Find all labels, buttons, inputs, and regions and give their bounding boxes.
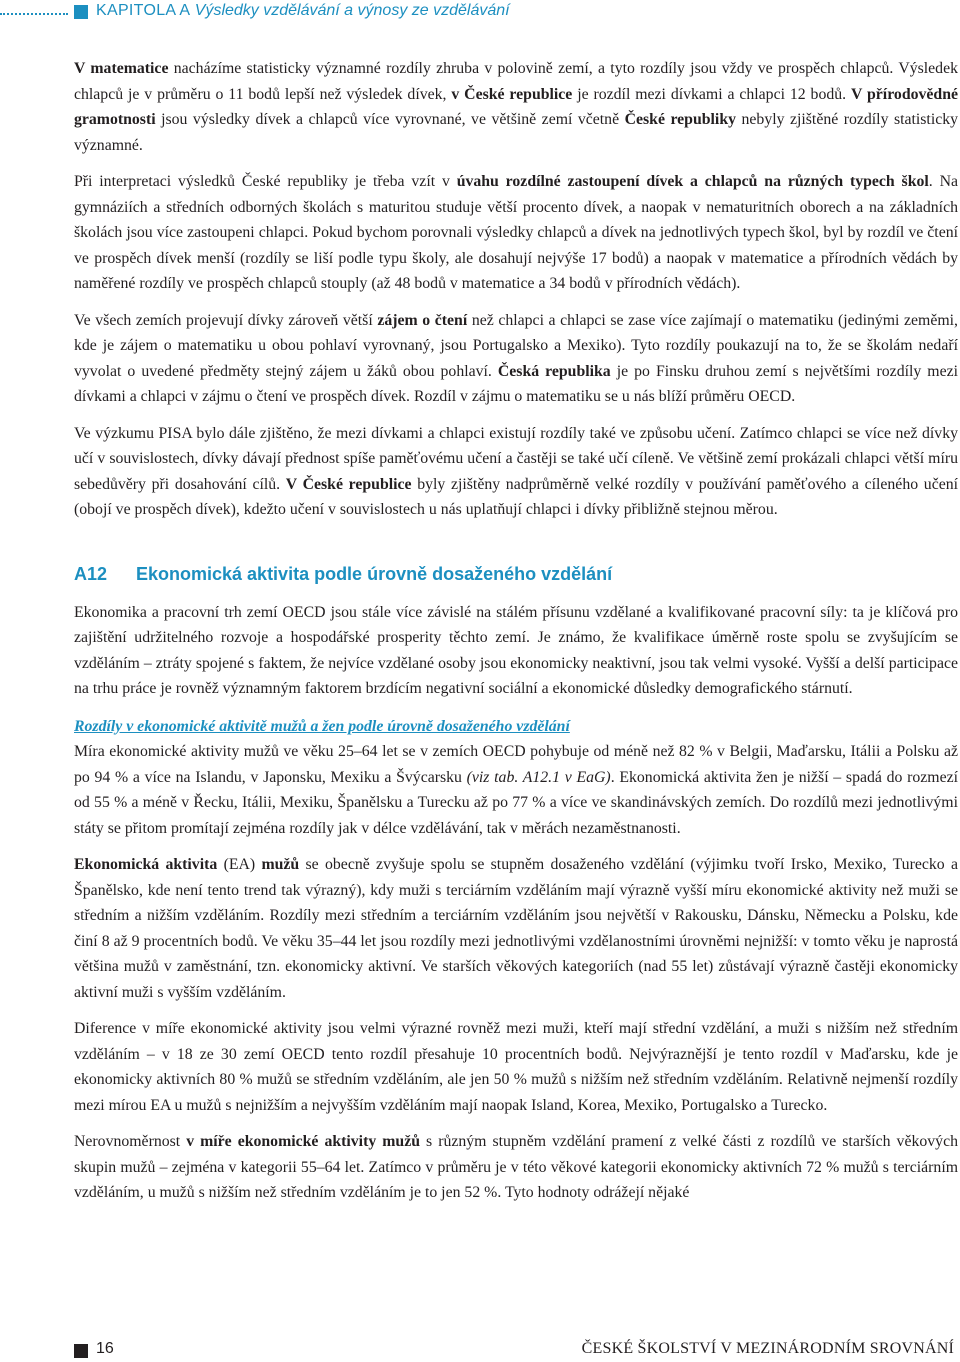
section-number: A12 <box>74 563 108 584</box>
footer-square-icon <box>74 1344 88 1358</box>
header-title <box>96 2 510 20</box>
paragraph-8: Diference v míře ekonomické aktivity jsou velmi výrazné rovněž mezi muži, kteří mají střední vzdělání, a muži s nižším než středním vzděláním – v 18 ze 30 zemí OECD tento rozdíl přesahuje 10 procentních bodů. Nejvýraznější je tento rozdíl v Maďarsku, kde je ekonomicky aktivních 80 % mužů se středním vzděláním, ale jen 50 % mužů s nižším než středním vzděláním. Relativně nejmenší rozdíly mezi mírou EA u mužů s nejnižším a nejvyšším vzděláním mají naopak Island, Korea, Mexiko, Portugalsko a Turecko. <box>74 1020 958 1114</box>
page-number: 16 <box>96 1340 114 1357</box>
paragraph-1: V matematice nacházíme statisticky významné rozdíly zhruba v polovině zemí, a tyto rozdíly jsou vždy ve prospěch chlapců. Výsledek chlapců je v průměru o 11 bodů lepší než výsledek dívek, v České republice je rozdíl mezi dívkami a chlapci 12 bodů. V přírodovědné gramotnosti jsou výsledky dívek a chlapců více vyrovnané, ve většině zemí včetně České republiky nebyly zjištěné rozdíly statisticky významné. <box>74 60 959 154</box>
paragraph-3: Ve všech zemích projevují dívky zároveň větší zájem o čtení než chlapci a chlapci se zase více zajímají o matematiku (jedinými zeměmi, kde je zájem o matematiku u obou pohlaví vyrovnaný, jsou Portugalsko a Mexiko). Tyto rozdíly poukazují na to, že se školám nedaří vyvolat o uvedené předměty stejný zájem u žáků obou pohlaví. Česká republika je po Finsku druhou zemí s největšími rozdíly mezi dívkami a chlapci v zájmu o čtení ve prospěch dívek. Rozdíl v zájmu o matematiku se u nás blíží průměru OECD. <box>74 311 958 405</box>
chapter-subtitle: Výsledky vzdělávání a výnosy ze vzdělávání <box>194 2 510 19</box>
chapter-label: KAPITOLA A <box>96 2 191 19</box>
section-title: Ekonomická aktivita podle úrovně dosaženého vzdělání <box>136 563 613 584</box>
section-heading <box>74 564 958 590</box>
paragraph-7: Ekonomická aktivita (EA) mužů se obecně zvyšuje spolu se stupněm dosaženého vzdělání (výjimku tvoří Irsko, Mexiko, Turecko a Španělsko, kde není tento trend tak výrazný), kdy muži s terciárním vzděláním mají výrazně vyšší míru ekonomické aktivity než muži se středním a nižším vzděláním. Rozdíly mezi středním a terciárním vzděláním jsou největší v Rakousku, Dánsku, Německu a Polsku, kde činí 8 až 9 procentních bodů. Ve věku 35–44 let jsou rozdíly mezi jednotlivými vzdělanostními úrovněmi nejnižší: v tomto věku je naprostá většina mužů v zaměstnání, tzn. ekonomicky aktivní. Ve starších věkových kategoriích (nad 55 let) zůstávají výrazně častěji ekonomicky aktivní muži s vyšším vzděláním. <box>74 856 958 1001</box>
page-footer <box>0 1340 960 1362</box>
header-square-icon <box>74 5 88 19</box>
paragraph-6: Míra ekonomické aktivity mužů ve věku 25–64 let se v zemích OECD pohybuje od méně než 82 % v Belgii, Maďarsku, Itálii a Polsku až po 94 % a více na Islandu, v Japonsku, Mexiku a Švýcarsku (viz tab. A12.1 v EaG). Ekonomická aktivita žen je nižší – spadá do rozmezí od 55 % a méně v Řecku, Itálii, Mexiku, Španělsku a Turecku až po 77 % a více ve skandinávských zemích. Do rozdílů mezi jednotlivými státy se přitom promítají zejména rozdíly jak v délce vzdělávání, tak v měrách nezaměstnanosti. <box>74 743 958 837</box>
paragraph-5: Ekonomika a pracovní trh zemí OECD jsou stále více závislé na stálém přísunu vzdělané a kvalifikované pracovní síly: ta je klíčová pro zajištění udržitelného rozvoje a hospodářské prosperity těchto zemí. Je známo, že kvalifikace úměrně roste spolu se zvyšujícím se vzděláním – ztráty spojené s faktem, že nejvíce vzdělané osoby jsou ekonomicky neaktivní, jsou tak velmi vysoké. Vyšší a delší participace na trhu práce je rovněž významným faktorem brzdícím negativní sociální a ekonomické důsledky demografického stárnutí. <box>74 603 958 697</box>
paragraph-9: Nerovnoměrnost v míře ekonomické aktivity mužů s různým stupněm vzdělání pramení z velké části z rozdílů ve starších věkových skupin mužů – zejména v kategorii 55–64 let. Zatímco v průměru je v této věkové kategorii ekonomicky aktivních 72 % mužů s terciárním vzděláním, u mužů s nižším než středním vzděláním je to jen 52 %. Tyto hodnoty odrážejí nějaké <box>74 1133 958 1201</box>
page-content <box>74 56 958 1217</box>
paragraph-2: Při interpretaci výsledků České republiky je třeba vzít v úvahu rozdílné zastoupení dívek a chlapců na různých typech škol. Na gymnáziích a středních odborných školách s maturitou studuje větší procento dívek, a naopak v nematuritních oborech a na základních školách jsou více zastoupeni chlapci. Pokud bychom porovnali výsledky chlapců a dívek na jednotlivých typech škol, byl by rozdíl ve čtení ve prospěch dívek menší (rozdíly se liší podle typu školy, ale dosahují nejvýše 17 bodů) a naopak v matematice a přírodních vědách by naměřené rozdíly ve prospěch chlapců stouply (až 48 bodů v matematice a 34 bodů v přírodních vědách). <box>74 173 958 292</box>
paragraph-4: Ve výzkumu PISA bylo dále zjištěno, že mezi dívkami a chlapci existují rozdíly také ve způsobu učení. Zatímco chlapci se více než dívky učí v souvislostech, dívky dávají přednost spíše paměťovému učení a častěji se také učí cíleně. Ve většině zemí prokázali chlapci větší míru sebedůvěry při dosahování cílů. V České republice byly zjištěny nadprůměrně velké rozdíly v používání paměťového a cíleného učení (obojí ve prospěch dívek), kdežto učení v souvislostech u nás uplatňují chlapci i dívky přibližně stejnou měrou. <box>74 424 959 518</box>
header-dotted-line <box>0 13 68 15</box>
subsection-heading: Rozdíly v ekonomické aktivitě mužů a žen podle úrovně dosaženého vzdělání <box>74 717 570 735</box>
page-header <box>0 0 960 28</box>
publication-title: ČESKÉ ŠKOLSTVÍ V MEZINÁRODNÍM SROVNÁNÍ <box>581 1340 954 1357</box>
